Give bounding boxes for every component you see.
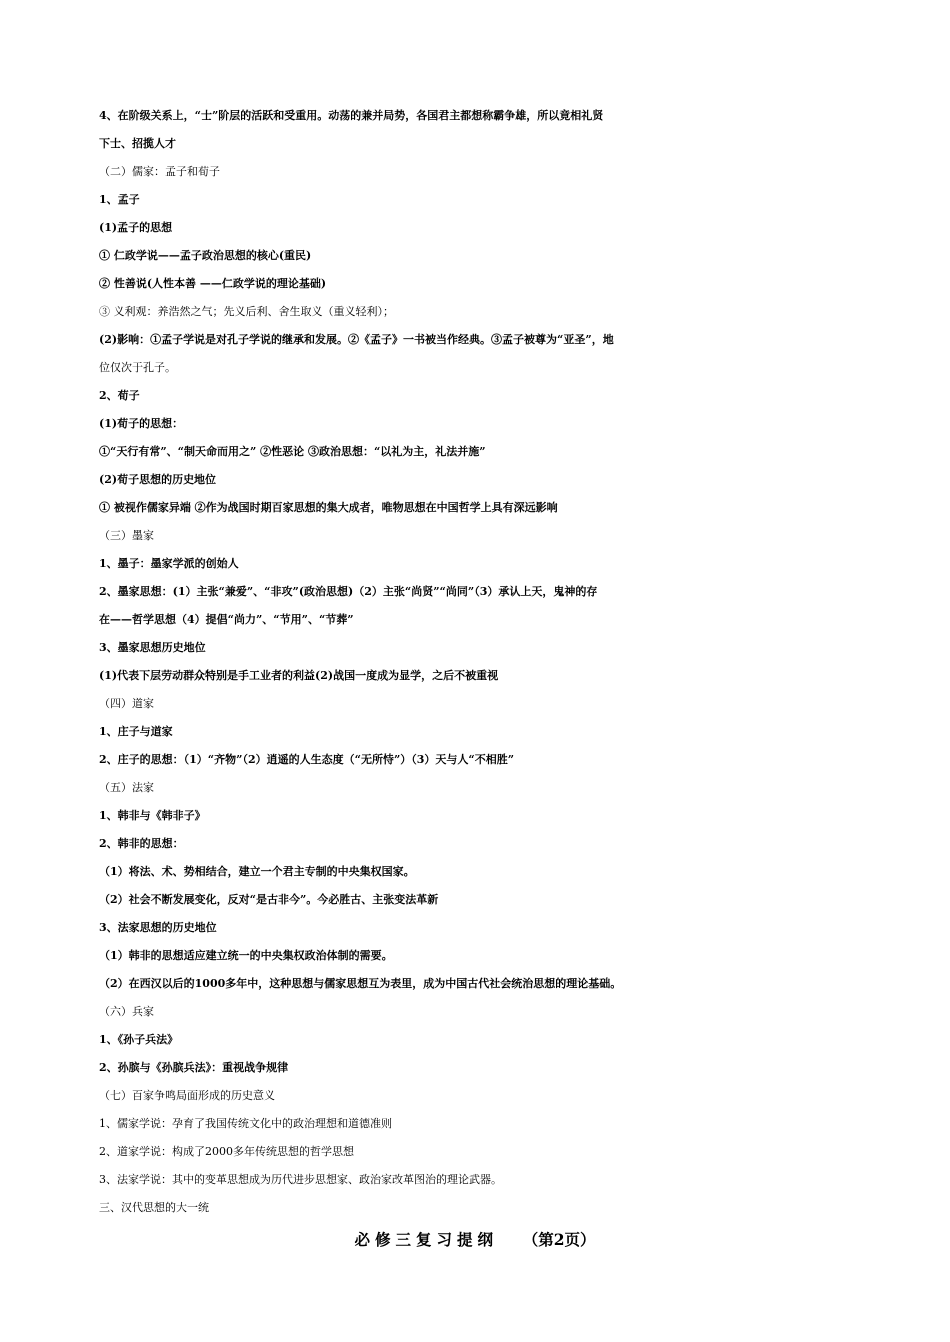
text-line: （2）在西汉以后的1000多年中，这种思想与儒家思想互为表里，成为中国古代社会统治思想的理论基础。 <box>99 977 622 990</box>
text-line: 3、法家学说：其中的变革思想成为历代进步思想家、政治家改革图治的理论武器。 <box>99 1173 502 1186</box>
text-line: 2、荀子 <box>99 389 140 402</box>
document-body <box>99 102 859 1222</box>
footer-page-number: （第2页） <box>522 1230 596 1249</box>
text-line: ② 性善说(人性本善 ——仁政学说的理论基础) <box>99 277 327 290</box>
text-line: 2、孙膑与《孙膑兵法》：重视战争规律 <box>99 1061 289 1074</box>
text-line: 在——哲学思想（4）提倡“尚力”、“节用”、“节葬” <box>99 613 354 626</box>
text-line: （二）儒家：孟子和荀子 <box>99 165 220 178</box>
text-line: 1、韩非与《韩非子》 <box>99 809 206 822</box>
text-line: 2、韩非的思想： <box>99 837 184 850</box>
text-line: ③ 义利观：养浩然之气；先义后利、舍生取义（重义轻利）； <box>99 305 394 318</box>
text-line: （1）韩非的思想适应建立统一的中央集权政治体制的需要。 <box>99 949 393 962</box>
text-line: （2）社会不断发展变化，反对“是古非今”。今必胜古、主张变法革新 <box>99 893 439 906</box>
text-line: (2)影响：①孟子学说是对孔子学说的继承和发展。②《孟子》一书被当作经典。③孟子被尊为“亚圣”，地 <box>99 333 614 346</box>
text-line: 4、在阶级关系上，“士”阶层的活跃和受重用。动荡的兼并局势，各国君主都想称霸争雄，所以竟相礼贤 <box>99 109 604 122</box>
text-line: 2、道家学说：构成了2000多年传统思想的哲学思想 <box>99 1145 354 1158</box>
text-line: 1、《孙子兵法》 <box>99 1033 179 1046</box>
text-line: （七）百家争鸣局面形成的历史意义 <box>99 1089 275 1102</box>
text-line: （四）道家 <box>99 697 154 710</box>
text-line: 3、墨家思想历史地位 <box>99 641 206 654</box>
text-line: （1）将法、术、势相结合，建立一个君主专制的中央集权国家。 <box>99 865 415 878</box>
text-line: (2)荀子思想的历史地位 <box>99 473 217 486</box>
text-line: 1、儒家学说：孕育了我国传统文化中的政治理想和道德准则 <box>99 1117 392 1130</box>
text-line: 位仅次于孔子。 <box>99 361 176 374</box>
text-line: （五）法家 <box>99 781 154 794</box>
text-line: （六）兵家 <box>99 1005 154 1018</box>
text-line: 下士、招揽人才 <box>99 137 176 150</box>
text-line: 1、墨子：墨家学派的创始人 <box>99 557 239 570</box>
text-line: （三）墨家 <box>99 529 154 542</box>
text-line: 1、孟子 <box>99 193 140 206</box>
page-footer <box>0 1226 950 1254</box>
text-line: 三、汉代思想的大一统 <box>99 1201 209 1214</box>
text-line: 3、法家思想的历史地位 <box>99 921 217 934</box>
text-line: ① 被视作儒家异端 ②作为战国时期百家思想的集大成者，唯物思想在中国哲学上具有深远影响 <box>99 501 558 514</box>
footer-title: 必修三复习提纲 <box>354 1230 498 1249</box>
text-line: (1)孟子的思想 <box>99 221 173 234</box>
text-line: ① 仁政学说——孟子政治思想的核心(重民) <box>99 249 312 262</box>
text-line: 2、墨家思想：(1）主张“兼爱”、“非攻”(政治思想)（2）主张“尚贤”“尚同”（3）承认上天，鬼神的存 <box>99 585 598 598</box>
text-line: (1)荀子的思想： <box>99 417 184 430</box>
text-line: 1、庄子与道家 <box>99 725 173 738</box>
text-line: (1)代表下层劳动群众特别是手工业者的利益(2)战国一度成为显学，之后不被重视 <box>99 669 499 682</box>
text-line: 2、庄子的思想：（1）“齐物”（2）逍遥的人生态度（“无所恃”）（3）天与人“不相胜” <box>99 753 515 766</box>
text-line: ①“天行有常”、“制天命而用之” ②性恶论 ③政治思想：“以礼为主，礼法并施” <box>99 445 486 458</box>
